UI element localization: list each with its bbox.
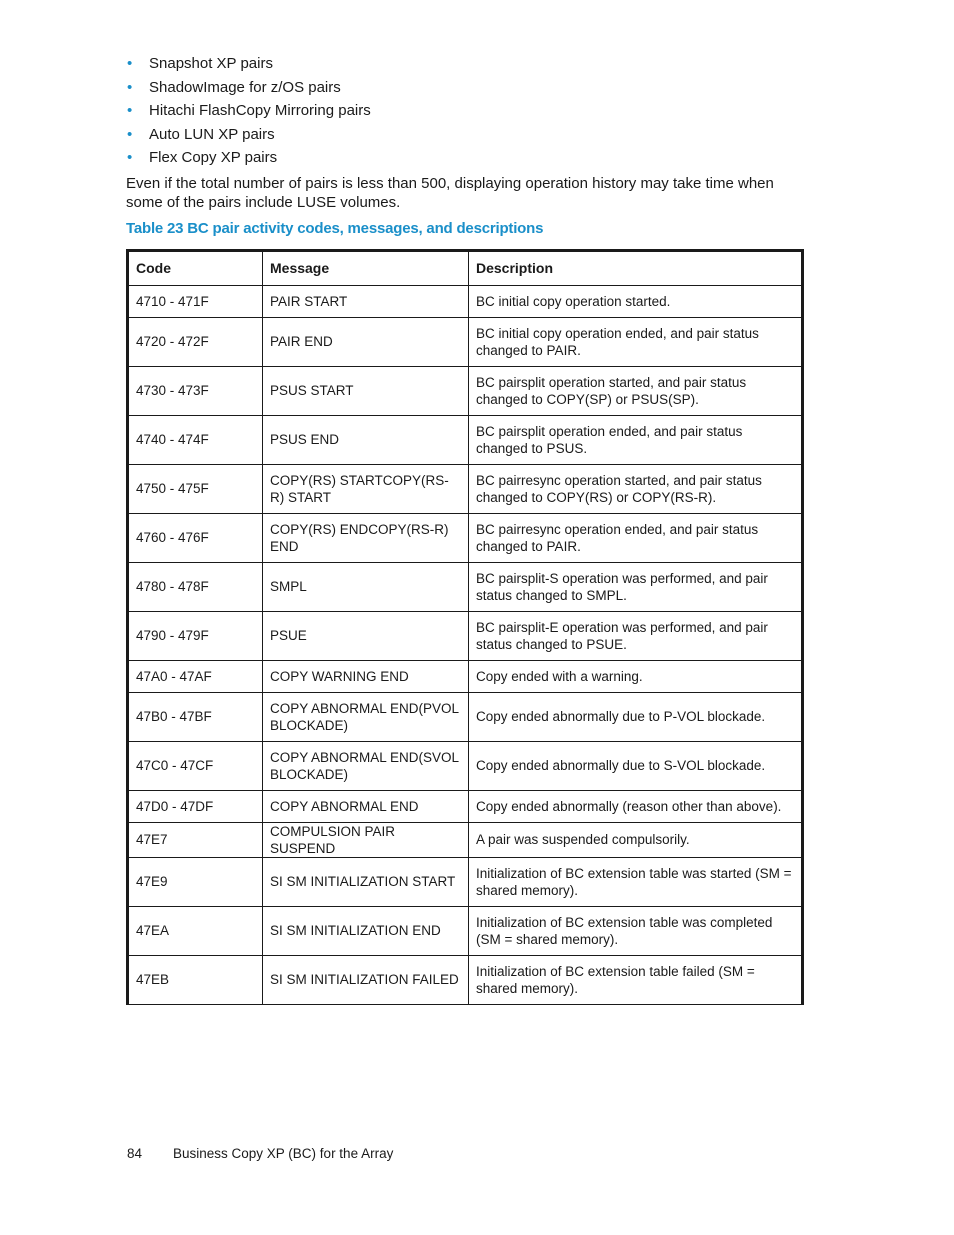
table-row xyxy=(128,611,803,660)
cell-message: COPY ABNORMAL END xyxy=(263,790,469,822)
cell-message: SMPL xyxy=(263,562,469,611)
cell-code: 4730 - 473F xyxy=(128,366,263,415)
cell-description: A pair was suspended compulsorily. xyxy=(469,822,803,857)
cell-description: Initialization of BC extension table was completed (SM = shared memory). xyxy=(469,906,803,955)
list-item xyxy=(126,52,802,76)
bullet-icon: • xyxy=(127,125,133,143)
cell-code: 4760 - 476F xyxy=(128,513,263,562)
table-row xyxy=(128,285,803,317)
bullet-text: Auto LUN XP pairs xyxy=(149,125,275,143)
cell-message: PSUS START xyxy=(263,366,469,415)
cell-message: COPY WARNING END xyxy=(263,660,469,692)
table-row xyxy=(128,660,803,692)
bullet-icon: • xyxy=(127,102,133,119)
cell-message: SI SM INITIALIZATION START xyxy=(263,857,469,906)
cell-message: COMPULSION PAIR SUSPEND xyxy=(263,822,469,857)
cell-description: BC initial copy operation ended, and pair status changed to PAIR. xyxy=(469,317,803,366)
column-header-description: Description xyxy=(469,250,803,285)
column-header-code: Code xyxy=(128,250,263,285)
cell-message: PAIR START xyxy=(263,285,469,317)
cell-description: Copy ended abnormally (reason other than above). xyxy=(469,790,803,822)
page-footer xyxy=(127,1145,393,1163)
cell-description: Initialization of BC extension table was started (SM = shared memory). xyxy=(469,857,803,906)
table-row xyxy=(128,857,803,906)
cell-message: SI SM INITIALIZATION END xyxy=(263,906,469,955)
bullet-text: Snapshot XP pairs xyxy=(149,55,273,72)
cell-description: Copy ended abnormally due to S-VOL blockade. xyxy=(469,741,803,790)
cell-code: 47E9 xyxy=(128,857,263,906)
cell-description: BC pairresync operation started, and pair status changed to COPY(RS) or COPY(RS-R). xyxy=(469,464,803,513)
bullet-text: ShadowImage for z/OS pairs xyxy=(149,78,341,96)
cell-message: COPY ABNORMAL END(PVOL BLOCKADE) xyxy=(263,692,469,741)
table-row xyxy=(128,822,803,857)
cell-description: Copy ended abnormally due to P-VOL blockade. xyxy=(469,692,803,741)
cell-message: SI SM INITIALIZATION FAILED xyxy=(263,955,469,1004)
cell-message: COPY(RS) STARTCOPY(RS-R) START xyxy=(263,464,469,513)
table-row xyxy=(128,562,803,611)
table-caption: Table 23 BC pair activity codes, messages, and descriptions xyxy=(126,219,544,237)
footer-title: Business Copy XP (BC) for the Array xyxy=(173,1146,394,1161)
table-row xyxy=(128,415,803,464)
cell-code: 4780 - 478F xyxy=(128,562,263,611)
cell-description: BC initial copy operation started. xyxy=(469,285,803,317)
list-item xyxy=(126,76,802,100)
cell-code: 47D0 - 47DF xyxy=(128,790,263,822)
cell-code: 47A0 - 47AF xyxy=(128,660,263,692)
cell-description: BC pairsplit operation ended, and pair status changed to PSUS. xyxy=(469,415,803,464)
cell-code: 47C0 - 47CF xyxy=(128,741,263,790)
table-row xyxy=(128,790,803,822)
bullet-icon: • xyxy=(127,55,133,72)
cell-code: 47EA xyxy=(128,906,263,955)
cell-description: BC pairsplit operation started, and pair status changed to COPY(SP) or PSUS(SP). xyxy=(469,366,803,415)
cell-message: PAIR END xyxy=(263,317,469,366)
bullet-icon: • xyxy=(127,149,133,166)
table-row xyxy=(128,692,803,741)
cell-description: BC pairsplit-S operation was performed, and pair status changed to SMPL. xyxy=(469,562,803,611)
table-row xyxy=(128,513,803,562)
cell-description: BC pairresync operation ended, and pair status changed to PAIR. xyxy=(469,513,803,562)
cell-code: 4720 - 472F xyxy=(128,317,263,366)
table-header-row xyxy=(128,250,803,285)
cell-code: 4790 - 479F xyxy=(128,611,263,660)
page-content xyxy=(126,52,802,1005)
table-row xyxy=(128,366,803,415)
bullet-icon: • xyxy=(127,78,133,96)
cell-message: COPY(RS) ENDCOPY(RS-R) END xyxy=(263,513,469,562)
table-row xyxy=(128,317,803,366)
table-row xyxy=(128,906,803,955)
list-item xyxy=(126,123,802,147)
cell-description: BC pairsplit-E operation was performed, and pair status changed to PSUE. xyxy=(469,611,803,660)
table-row xyxy=(128,955,803,1004)
cell-description: Copy ended with a warning. xyxy=(469,660,803,692)
cell-code: 47B0 - 47BF xyxy=(128,692,263,741)
page-number: 84 xyxy=(127,1146,143,1161)
cell-message: PSUS END xyxy=(263,415,469,464)
cell-code: 47EB xyxy=(128,955,263,1004)
cell-message: COPY ABNORMAL END(SVOL BLOCKADE) xyxy=(263,741,469,790)
cell-message: PSUE xyxy=(263,611,469,660)
activity-codes-table xyxy=(126,249,804,1005)
cell-code: 4710 - 471F xyxy=(128,285,263,317)
cell-code: 47E7 xyxy=(128,822,263,857)
table-row xyxy=(128,741,803,790)
column-header-message: Message xyxy=(263,250,469,285)
list-item xyxy=(126,99,802,123)
cell-code: 4750 - 475F xyxy=(128,464,263,513)
cell-code: 4740 - 474F xyxy=(128,415,263,464)
list-item xyxy=(126,146,802,170)
cell-description: Initialization of BC extension table failed (SM = shared memory). xyxy=(469,955,803,1004)
bullet-list xyxy=(126,52,802,170)
body-paragraph: Even if the total number of pairs is less than 500, displaying operation history may take time when some of the pairs include LUSE volumes. xyxy=(126,174,774,211)
table-row xyxy=(128,464,803,513)
bullet-text: Flex Copy XP pairs xyxy=(149,149,278,166)
bullet-text: Hitachi FlashCopy Mirroring pairs xyxy=(149,102,371,119)
